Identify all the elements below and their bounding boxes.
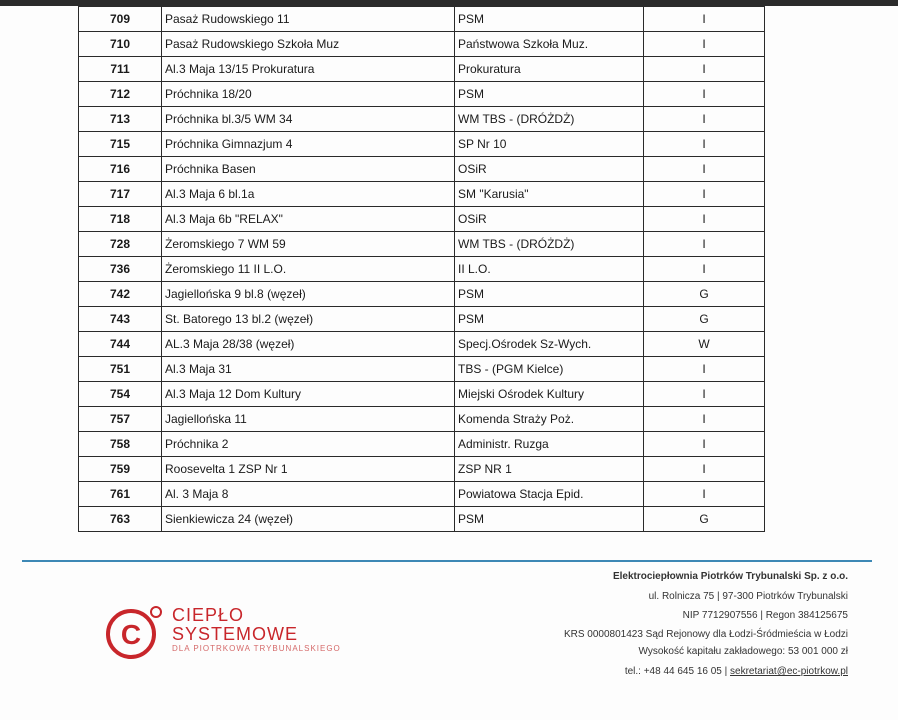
cell-type: I [644, 207, 765, 232]
cell-owner: Miejski Ośrodek Kultury [455, 382, 644, 407]
cell-node-number: 710 [79, 32, 162, 57]
cell-node-number: 743 [79, 307, 162, 332]
cell-owner: Powiatowa Stacja Epid. [455, 482, 644, 507]
cell-address: Żeromskiego 7 WM 59 [162, 232, 455, 257]
cell-owner: PSM [455, 7, 644, 32]
cell-address: Roosevelta 1 ZSP Nr 1 [162, 457, 455, 482]
table-row [79, 282, 765, 307]
footer-divider [22, 560, 872, 562]
table-row [79, 32, 765, 57]
table-row [79, 432, 765, 457]
cell-address: Próchnika 2 [162, 432, 455, 457]
cell-node-number: 751 [79, 357, 162, 382]
table-row [79, 7, 765, 32]
table-row [79, 82, 765, 107]
table-row [79, 157, 765, 182]
cell-type: G [644, 507, 765, 532]
table-row [79, 107, 765, 132]
cell-node-number: 717 [79, 182, 162, 207]
cell-type: I [644, 157, 765, 182]
cell-type: I [644, 482, 765, 507]
cell-owner: Prokuratura [455, 57, 644, 82]
cell-owner: II L.O. [455, 257, 644, 282]
cell-node-number: 728 [79, 232, 162, 257]
brand-line-1: CIEPŁO [172, 605, 245, 625]
cell-owner: PSM [455, 282, 644, 307]
company-krs: KRS 0000801423 Sąd Rejonowy dla Łodzi-Śródmieścia w Łodzi [563, 629, 848, 640]
cell-node-number: 759 [79, 457, 162, 482]
logo-letter: C [120, 619, 142, 650]
cell-owner: ZSP NR 1 [455, 457, 644, 482]
table-row [79, 132, 765, 157]
table-row [79, 57, 765, 82]
cell-node-number: 761 [79, 482, 162, 507]
cell-type: I [644, 57, 765, 82]
table-row [79, 357, 765, 382]
cell-owner: WM TBS - (DRÓŻDŻ) [455, 232, 644, 257]
table-row [79, 457, 765, 482]
cell-type: G [644, 307, 765, 332]
cell-type: I [644, 182, 765, 207]
company-email-link[interactable]: sekretariat@ec-piotrkow.pl [730, 666, 848, 677]
cell-type: W [644, 332, 765, 357]
cell-address: Jagiellońska 11 [162, 407, 455, 432]
brand-line-2: SYSTEMOWE [172, 624, 299, 644]
cell-address: Al.3 Maja 6 bl.1a [162, 182, 455, 207]
cell-node-number: 716 [79, 157, 162, 182]
cell-type: I [644, 432, 765, 457]
cell-type: I [644, 407, 765, 432]
cell-owner: Administr. Ruzga [455, 432, 644, 457]
cell-owner: SM "Karusia" [455, 182, 644, 207]
company-capital: Wysokość kapitału zakładowego: 53 001 000 zł [638, 646, 848, 657]
table-row [79, 207, 765, 232]
company-address: ul. Rolnicza 75 | 97-300 Piotrków Trybunalski [648, 591, 848, 602]
cell-node-number: 742 [79, 282, 162, 307]
cell-address: AL.3 Maja 28/38 (węzeł) [162, 332, 455, 357]
cell-owner: Specj.Ośrodek Sz-Wych. [455, 332, 644, 357]
cell-node-number: 754 [79, 382, 162, 407]
cell-owner: Komenda Straży Poż. [455, 407, 644, 432]
cell-type: I [644, 32, 765, 57]
table-row [79, 257, 765, 282]
cell-address: Próchnika bl.3/5 WM 34 [162, 107, 455, 132]
cell-address: Al.3 Maja 12 Dom Kultury [162, 382, 455, 407]
cell-address: Al.3 Maja 6b "RELAX" [162, 207, 455, 232]
table-row [79, 232, 765, 257]
company-phone: tel.: +48 44 645 16 05 [624, 666, 722, 677]
cell-owner: PSM [455, 82, 644, 107]
cell-type: I [644, 82, 765, 107]
table-row [79, 332, 765, 357]
cell-type: I [644, 232, 765, 257]
cell-owner: TBS - (PGM Kielce) [455, 357, 644, 382]
cell-type: I [644, 457, 765, 482]
cell-address: St. Batorego 13 bl.2 (węzeł) [162, 307, 455, 332]
cell-node-number: 715 [79, 132, 162, 157]
company-contact-line [625, 666, 848, 677]
company-nip-regon: NIP 7712907556 | Regon 384125675 [682, 610, 848, 621]
cell-node-number: 712 [79, 82, 162, 107]
cell-node-number: 736 [79, 257, 162, 282]
cell-owner: PSM [455, 507, 644, 532]
table-row [79, 507, 765, 532]
table-row [79, 382, 765, 407]
cell-node-number: 713 [79, 107, 162, 132]
cell-owner: PSM [455, 307, 644, 332]
cell-node-number: 757 [79, 407, 162, 432]
table-row [79, 182, 765, 207]
cell-type: G [644, 282, 765, 307]
table-row [79, 307, 765, 332]
cell-node-number: 718 [79, 207, 162, 232]
cell-address: Al. 3 Maja 8 [162, 482, 455, 507]
contact-separator: | [724, 666, 728, 677]
cell-node-number: 709 [79, 7, 162, 32]
cell-address: Jagiellońska 9 bl.8 (węzeł) [162, 282, 455, 307]
heat-nodes-table [78, 6, 765, 532]
cell-type: I [644, 257, 765, 282]
company-name: Elektrociepłownia Piotrków Trybunalski Sp. z o.o. [612, 571, 848, 582]
cell-address: Próchnika Basen [162, 157, 455, 182]
ciepło-logo-icon [104, 604, 168, 660]
cell-address: Al.3 Maja 31 [162, 357, 455, 382]
cell-type: I [644, 132, 765, 157]
cell-owner: OSiR [455, 207, 644, 232]
cell-address: Żeromskiego 11 II L.O. [162, 257, 455, 282]
cell-type: I [644, 107, 765, 132]
table-body [79, 7, 765, 532]
cell-node-number: 711 [79, 57, 162, 82]
cell-owner: Państwowa Szkoła Muz. [455, 32, 644, 57]
cell-address: Sienkiewicza 24 (węzeł) [162, 507, 455, 532]
cell-node-number: 763 [79, 507, 162, 532]
cell-address: Pasaż Rudowskiego 11 [162, 7, 455, 32]
cell-address: Próchnika Gimnazjum 4 [162, 132, 455, 157]
cell-type: I [644, 7, 765, 32]
cell-address: Pasaż Rudowskiego Szkoła Muz [162, 32, 455, 57]
cell-address: Al.3 Maja 13/15 Prokuratura [162, 57, 455, 82]
brand-line-3: DLA PIOTRKOWA TRYBUNALSKIEGO [172, 644, 341, 653]
cell-node-number: 744 [79, 332, 162, 357]
cell-type: I [644, 357, 765, 382]
table-row [79, 482, 765, 507]
table-row [79, 407, 765, 432]
cell-owner: OSiR [455, 157, 644, 182]
cell-owner: WM TBS - (DRÓŻDŻ) [455, 107, 644, 132]
cell-owner: SP Nr 10 [455, 132, 644, 157]
cell-node-number: 758 [79, 432, 162, 457]
cell-type: I [644, 382, 765, 407]
cell-address: Próchnika 18/20 [162, 82, 455, 107]
